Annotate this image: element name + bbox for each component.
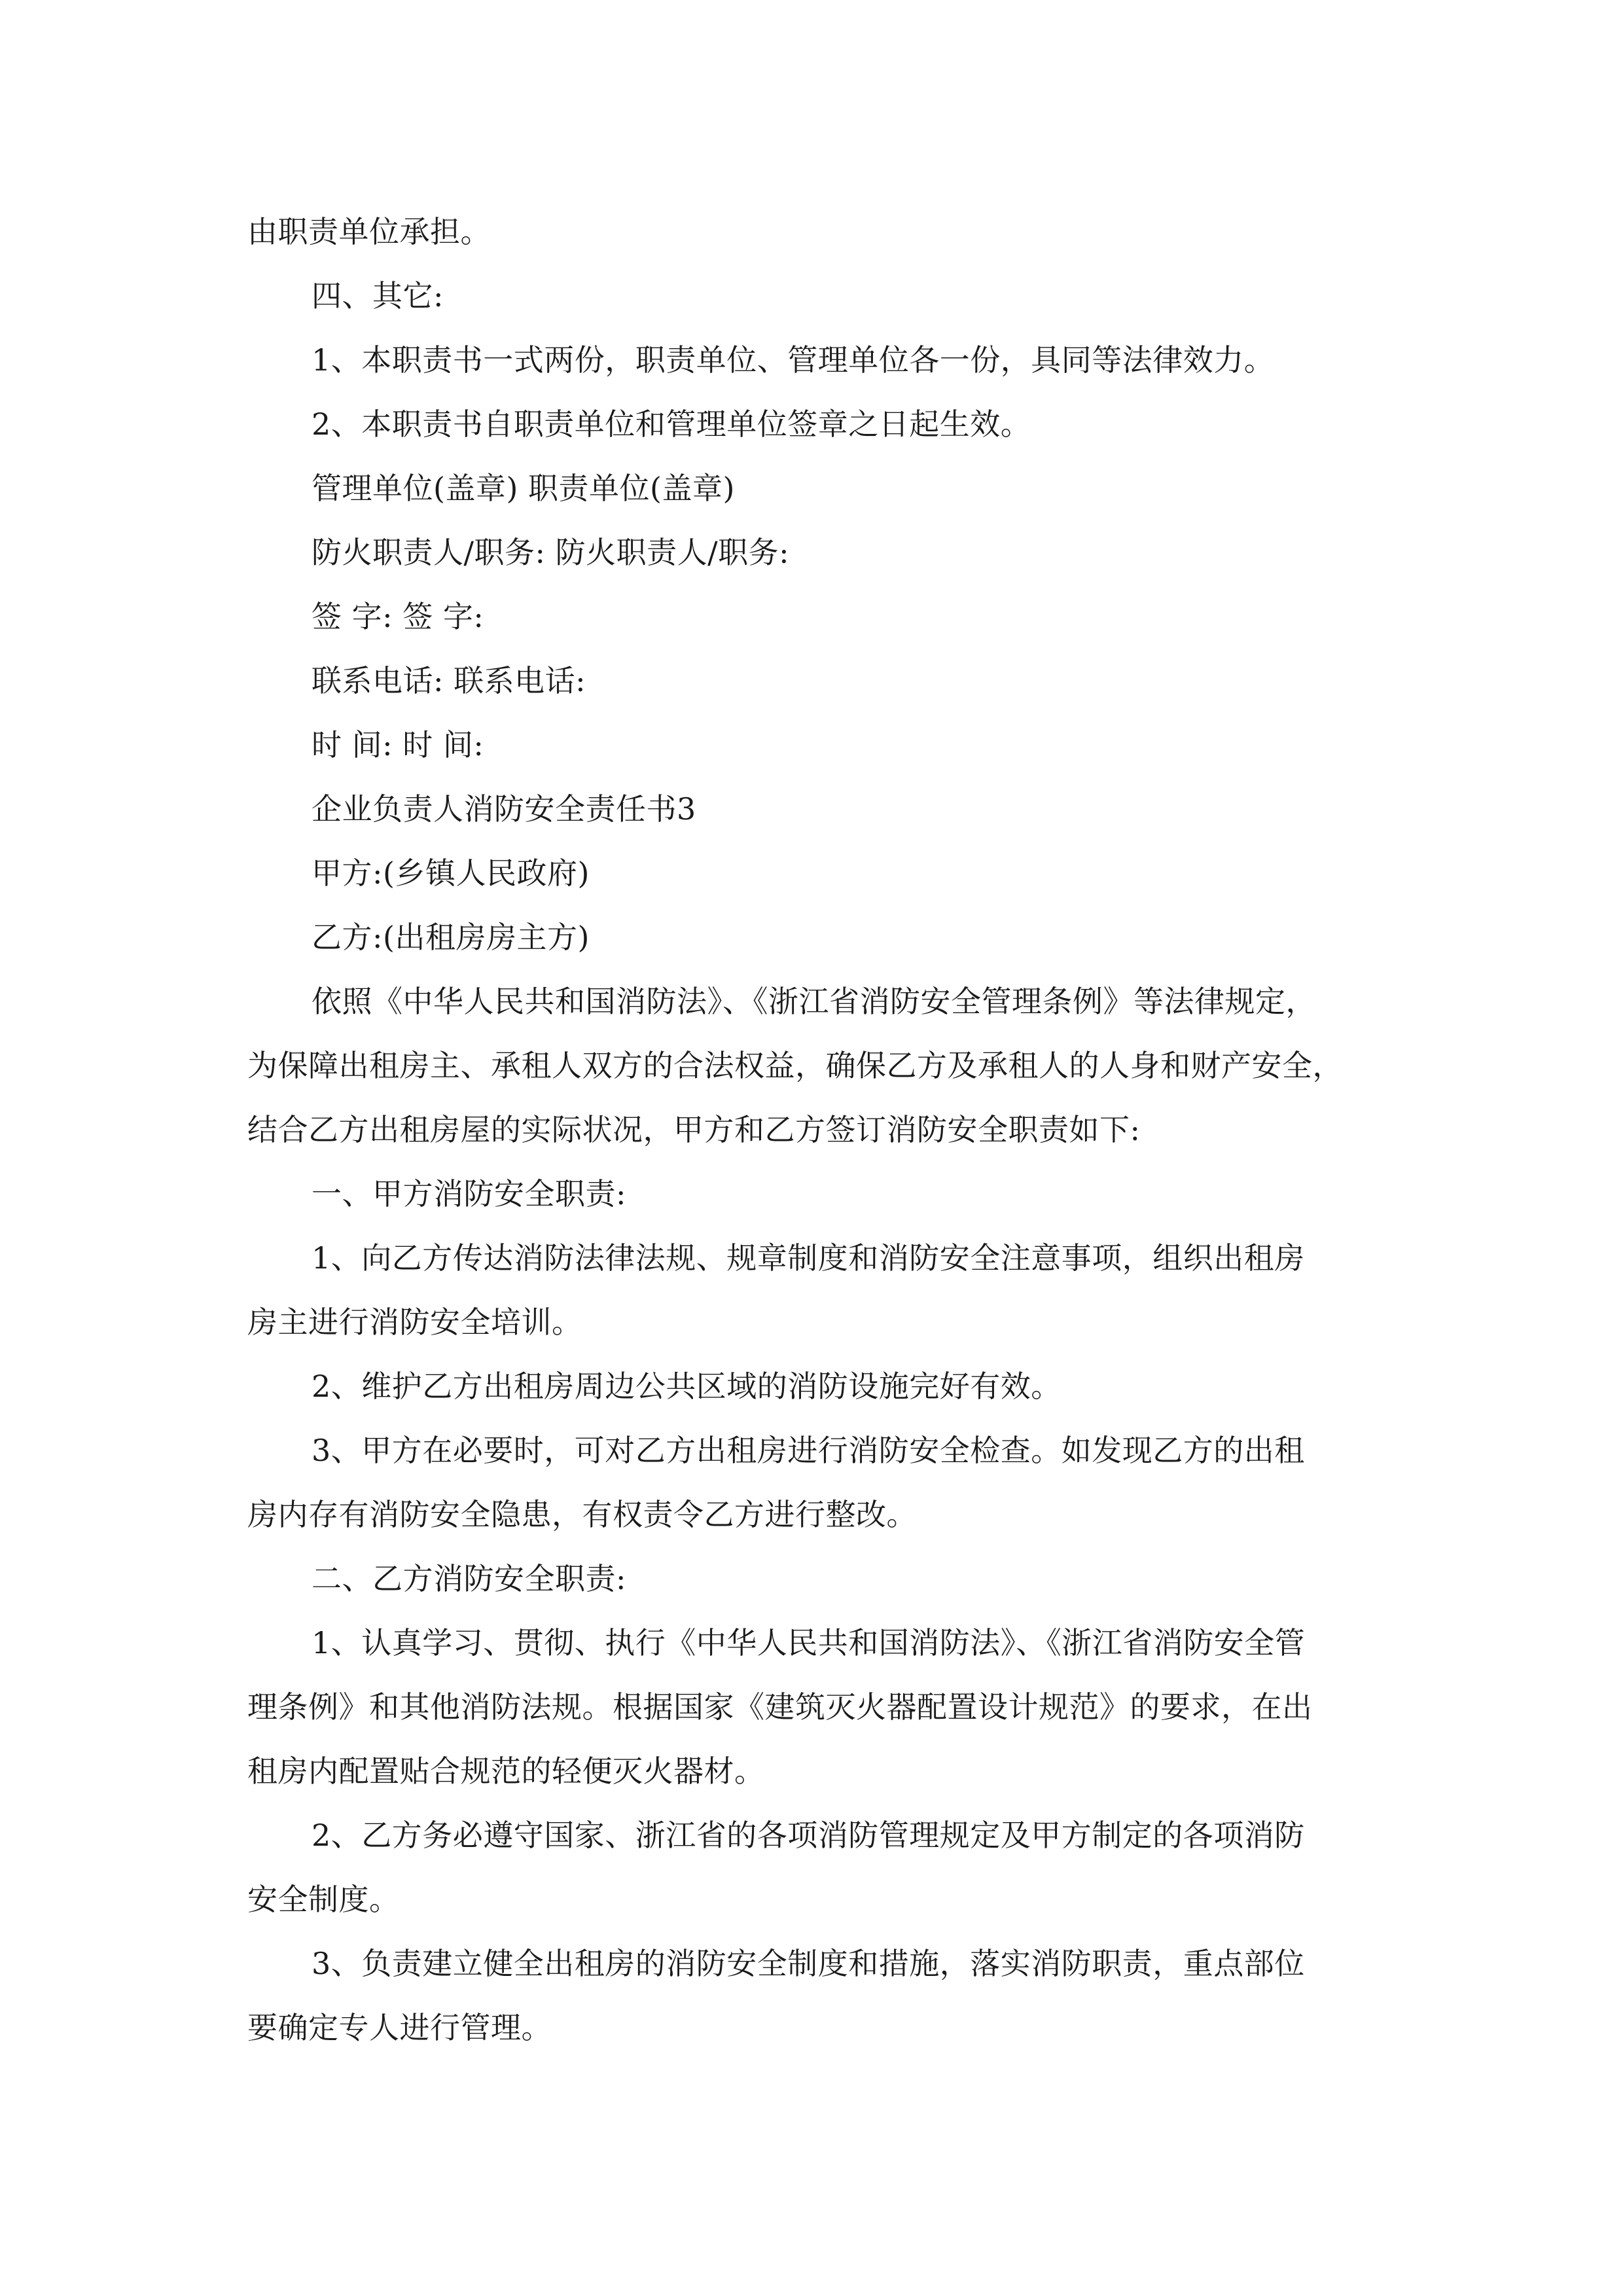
text-line: 结合乙方出租房屋的实际状况，甲方和乙方签订消防安全职责如下: — [247, 1112, 1141, 1147]
text-line: 理条例》和其他消防法规。根据国家《建筑灭火器配置设计规范》的要求，在出 — [247, 1689, 1313, 1725]
document-title: 企业负责人消防安全责任书3 — [312, 791, 696, 827]
section-heading-party-b: 二、乙方消防安全职责: — [312, 1561, 626, 1596]
signature-date-line: 时 间: 时 间: — [312, 727, 484, 762]
signature-seal-line: 管理单位(盖章) 职责单位(盖章) — [312, 471, 735, 506]
signature-person-line: 防火职责人/职务: 防火职责人/职务: — [312, 535, 790, 570]
text-line: 1、认真学习、贯彻、执行《中华人民共和国消防法》、《浙江省消防安全管 — [312, 1625, 1306, 1660]
text-line: 3、甲方在必要时，可对乙方出租房进行消防安全检查。如发现乙方的出租 — [312, 1433, 1305, 1468]
text-line: 为保障出租房主、承租人双方的合法权益，确保乙方及承租人的人身和财产安全， — [247, 1048, 1343, 1083]
text-line: 依照《中华人民共和国消防法》、《浙江省消防安全管理条例》等法律规定， — [312, 984, 1316, 1019]
text-line: 由职责单位承担。 — [247, 214, 491, 249]
section-heading-other: 四、其它: — [312, 278, 444, 314]
text-line: 2、本职责书自职责单位和管理单位签章之日起生效。 — [312, 406, 1031, 442]
text-line: 2、维护乙方出租房周边公共区域的消防设施完好有效。 — [312, 1369, 1061, 1404]
signature-phone-line: 联系电话: 联系电话: — [312, 663, 586, 698]
text-line: 房内存有消防安全隐患，有权责令乙方进行整改。 — [247, 1497, 917, 1532]
section-heading-party-a: 一、甲方消防安全职责: — [312, 1176, 626, 1211]
text-line: 3、负责建立健全出租房的消防安全制度和措施，落实消防职责，重点部位 — [312, 1946, 1305, 1981]
text-line: 2、乙方务必遵守国家、浙江省的各项消防管理规定及甲方制定的各项消防 — [312, 1818, 1305, 1853]
text-line: 房主进行消防安全培训。 — [247, 1304, 582, 1340]
text-line: 1、向乙方传达消防法律法规、规章制度和消防安全注意事项，组织出租房 — [312, 1240, 1305, 1276]
text-line: 1、本职责书一式两份，职责单位、管理单位各一份，具同等法律效力。 — [312, 342, 1275, 378]
text-line: 租房内配置贴合规范的轻便灭火器材。 — [247, 1753, 765, 1789]
party-a-line: 甲方:(乡镇人民政府) — [312, 855, 590, 891]
signature-sign-line: 签 字: 签 字: — [312, 599, 484, 634]
text-line: 安全制度。 — [247, 1882, 400, 1917]
party-b-line: 乙方:(出租房房主方) — [312, 920, 590, 955]
document-body — [247, 200, 1380, 2060]
text-line: 要确定专人进行管理。 — [247, 2010, 552, 2045]
